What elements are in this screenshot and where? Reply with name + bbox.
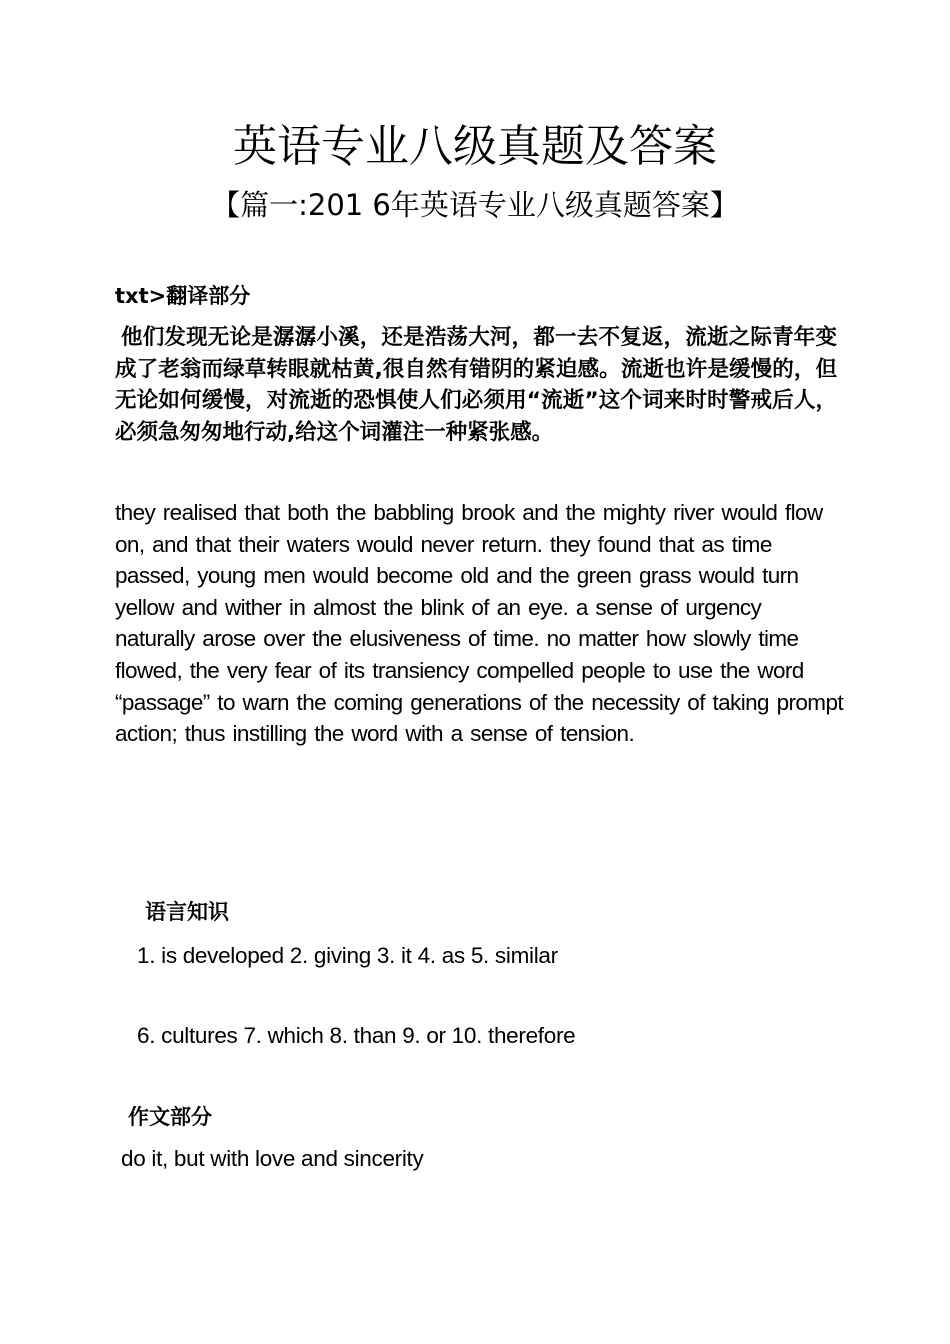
translation-heading: txt>翻译部分 — [115, 284, 251, 308]
composition-text: do it, but with love and sincerity — [121, 1146, 424, 1171]
language-answers-line-1: 1. is developed 2. giving 3. it 4. as 5. similar — [137, 943, 558, 968]
document-title: 英语专业八级真题及答案 — [233, 121, 717, 172]
language-knowledge-heading: 语言知识 — [145, 900, 229, 924]
composition-heading: 作文部分 — [128, 1105, 212, 1129]
translation-chinese-paragraph: 他们发现无论是潺潺小溪，还是浩荡大河，都一去不复返，流逝之际青年变成了老翁而绿草转眼就枯黄,很自然有错阴的紧迫感。流逝也许是缓慢的，但无论如何缓慢，对流逝的恐惧使人们必须用“流逝”这个词来时时警戒后人，必须急匆匆地行动,给这个词灌注一种紧张感。 — [115, 325, 837, 445]
document-subtitle: 【篇一:201 6年英语专业八级真题答案】 — [211, 188, 739, 222]
translation-english-paragraph: they realised that both the babbling brook and the mighty river would flow on, and that their waters would never return. they found that as time passed, young men would become old and the green grass would turn yellow and wither in almost the blink of an eye. a sense of urgency naturally arose over the elusiveness of time. no matter how slowly time flowed, the very fear of its transiency compelled people to use the word “passage” to warn the coming generations of the necessity of taking prompt action; thus instilling the word with a sense of tension. — [115, 500, 844, 747]
language-answers-line-2: 6. cultures 7. which 8. than 9. or 10. therefore — [137, 1023, 576, 1048]
